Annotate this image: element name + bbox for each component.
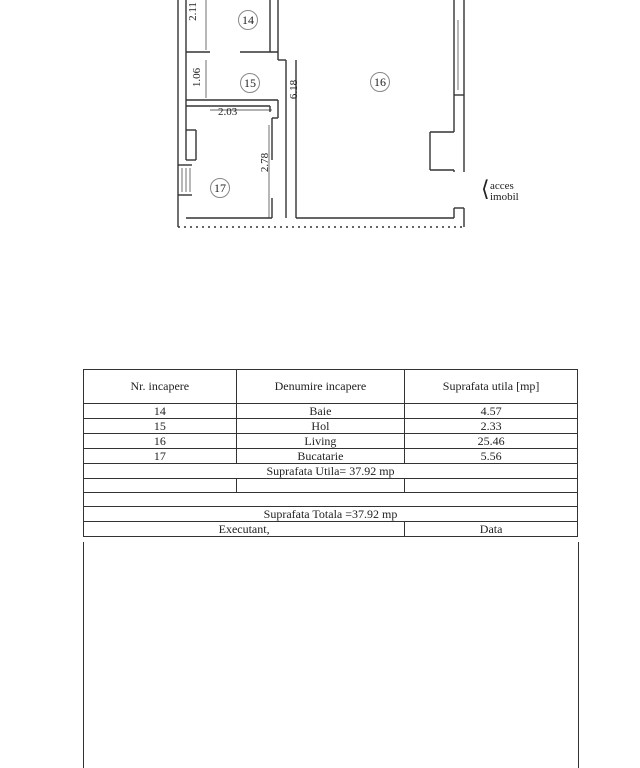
- signature-area: [83, 542, 579, 768]
- room-number-16: 16: [370, 72, 390, 92]
- table-row: [84, 434, 578, 449]
- dimension-1-06: 1.06: [191, 67, 204, 88]
- total-area: Suprafata Totala =37.92 mp: [84, 507, 578, 522]
- access-arrow-icon: ⟨: [481, 176, 490, 201]
- cell-useful-area: 4.57: [405, 404, 578, 419]
- signature-row: [84, 522, 578, 537]
- dimension-2-03: 2.03: [218, 106, 238, 118]
- useful-area-total: Suprafata Utila= 37.92 mp: [84, 464, 578, 479]
- access-label-line-2: imobil: [490, 191, 519, 203]
- access-label-line-1: acces: [490, 180, 514, 192]
- executant-label: Executant,: [84, 522, 405, 537]
- cell-room-name: Hol: [236, 419, 405, 434]
- header-room-name: Denumire incapere: [236, 370, 405, 404]
- cell-room-number: 14: [84, 404, 237, 419]
- blank-cell: [84, 493, 578, 507]
- dimension-6-18: 6.18: [288, 79, 301, 100]
- floor-plan-drawing: [0, 0, 640, 240]
- total-area-row: [84, 507, 578, 522]
- dimension-2-11: 2.11: [186, 2, 199, 21]
- cell-room-number: 17: [84, 449, 237, 464]
- blank-cell: [405, 479, 578, 493]
- cell-room-number: 15: [84, 419, 237, 434]
- useful-area-total-row: [84, 464, 578, 479]
- blank-row: [84, 493, 578, 507]
- header-room-number: Nr. incapere: [84, 370, 237, 404]
- cell-room-name: Baie: [236, 404, 405, 419]
- dimension-2-78: 2.78: [259, 152, 272, 173]
- cell-room-number: 16: [84, 434, 237, 449]
- room-number-14: 14: [238, 10, 258, 30]
- table-row: [84, 449, 578, 464]
- header-useful-area: Suprafata utila [mp]: [405, 370, 578, 404]
- floor-plan: [0, 0, 640, 240]
- cell-room-name: Living: [236, 434, 405, 449]
- room-number-15: 15: [240, 73, 260, 93]
- blank-cell: [84, 479, 237, 493]
- table-header-row: [84, 370, 578, 404]
- cell-useful-area: 2.33: [405, 419, 578, 434]
- cell-useful-area: 5.56: [405, 449, 578, 464]
- table-row: [84, 419, 578, 434]
- date-label: Data: [405, 522, 578, 537]
- blank-row: [84, 479, 578, 493]
- blank-cell: [236, 479, 405, 493]
- room-number-17: 17: [210, 178, 230, 198]
- table-row: [84, 404, 578, 419]
- cell-useful-area: 25.46: [405, 434, 578, 449]
- area-table: [83, 369, 578, 537]
- access-label: [490, 181, 519, 203]
- cell-room-name: Bucatarie: [236, 449, 405, 464]
